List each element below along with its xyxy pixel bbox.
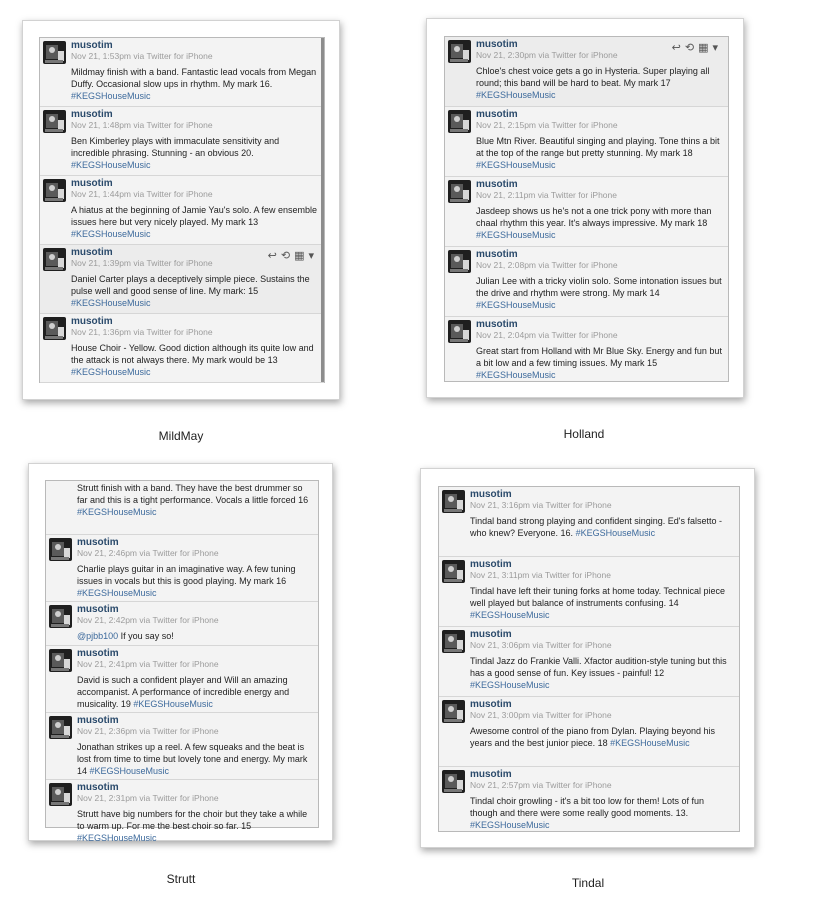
reply-icon[interactable]: ↩	[267, 250, 279, 262]
tweet-item[interactable]	[439, 487, 739, 557]
tweet-timestamp: Nov 21, 2:36pm	[77, 726, 138, 736]
panel-holland-caption: Holland	[563, 427, 605, 441]
favorite-icon[interactable]: ▦	[698, 42, 711, 54]
tweet-meta	[470, 640, 733, 650]
tweet-via: via Twitter for iPhone	[139, 793, 219, 803]
tweet-meta	[77, 659, 312, 669]
avatar[interactable]	[49, 783, 72, 806]
tweet-username[interactable]: musotim	[470, 769, 512, 780]
tweet-text	[71, 135, 318, 171]
avatar[interactable]	[43, 41, 66, 64]
avatar[interactable]	[442, 560, 465, 583]
tweet-text	[77, 741, 312, 777]
hashtag-link[interactable]: #KEGSHouseMusic	[89, 766, 170, 776]
tweet-text	[77, 674, 312, 710]
tweet-via: via Twitter for iPhone	[531, 570, 611, 580]
avatar[interactable]	[43, 179, 66, 202]
panel-tindal-card	[420, 468, 755, 848]
tweet-via: via Twitter for iPhone	[133, 258, 213, 268]
tweet-via: via Twitter for iPhone	[139, 659, 219, 669]
tweet-item[interactable]	[46, 780, 318, 847]
tweet-via: via Twitter for iPhone	[133, 189, 213, 199]
scrollbar[interactable]	[321, 38, 324, 382]
avatar[interactable]	[442, 700, 465, 723]
tweet-meta	[470, 570, 733, 580]
hashtag-link[interactable]: #KEGSHouseMusic	[71, 160, 151, 170]
avatar[interactable]	[448, 40, 471, 63]
tweet-username[interactable]: musotim	[476, 39, 518, 50]
tweet-body: A hiatus at the beginning of Jamie Yau's solo. A few ensemble issues here but very nicely played. My mark 13	[71, 205, 318, 227]
tweet-text	[77, 630, 312, 642]
tweet-text	[476, 275, 722, 311]
avatar[interactable]	[49, 605, 72, 628]
tweet-via: via Twitter for iPhone	[133, 120, 213, 130]
hashtag-link[interactable]: #KEGSHouseMusic	[575, 528, 656, 538]
tweet-username[interactable]: musotim	[470, 559, 512, 570]
panel-mildmay-caption: MildMay	[158, 429, 204, 443]
tweet-text	[476, 135, 722, 171]
tweet-timestamp: Nov 21, 2:42pm	[77, 615, 138, 625]
tweet-via: via Twitter for iPhone	[139, 548, 219, 558]
tweet-body: Mildmay finish with a band. Fantastic lead vocals from Megan Duffy. Occasional slow ups in rhythm. My mark 16.	[71, 67, 317, 89]
tweet-text	[77, 482, 312, 518]
tweet-username[interactable]: musotim	[71, 178, 113, 189]
avatar[interactable]	[43, 248, 66, 271]
tweet-meta	[470, 780, 733, 790]
tweet-username[interactable]: musotim	[77, 604, 119, 615]
tweet-via: via Twitter for iPhone	[139, 615, 219, 625]
tweet-username[interactable]: musotim	[476, 179, 518, 190]
tweet-timestamp: Nov 21, 2:15pm	[476, 120, 537, 130]
tweet-timestamp: Nov 21, 2:31pm	[77, 793, 138, 803]
retweet-icon[interactable]: ⟲	[280, 250, 293, 262]
tweet-username[interactable]: musotim	[71, 109, 113, 120]
tweet-meta	[470, 710, 733, 720]
tweet-text	[476, 205, 722, 241]
tweet-body: Blue Mtn River. Beautiful singing and playing. Tone thins a bit at the top of the range but pretty stunning. My mark 18	[476, 136, 720, 158]
tweet-username[interactable]: musotim	[476, 109, 518, 120]
avatar[interactable]	[448, 320, 471, 343]
tweet-username[interactable]: musotim	[476, 319, 518, 330]
avatar[interactable]	[448, 110, 471, 133]
hashtag-link[interactable]: #KEGSHouseMusic	[476, 300, 556, 310]
tweet-item[interactable]	[40, 38, 324, 107]
tweet-body: Daniel Carter plays a deceptively simple piece. Sustains the pulse well and good sense of line. My mark: 15	[71, 274, 310, 296]
tweet-actions	[266, 249, 316, 262]
tweet-body: Jonathan strikes up a reel. A few squeaks and the beat is lost from time to time but lovely tone and energy. My mark 14	[77, 742, 308, 776]
avatar[interactable]	[49, 538, 72, 561]
tweet-timestamp: Nov 21, 3:06pm	[470, 640, 531, 650]
tweet-timestamp: Nov 21, 3:16pm	[470, 500, 531, 510]
tweet-via: via Twitter for iPhone	[538, 260, 618, 270]
tweet-item[interactable]	[46, 713, 318, 780]
tweet-item[interactable]	[40, 107, 324, 176]
favorite-icon[interactable]: ▦	[294, 250, 307, 262]
retweet-icon[interactable]: ⟲	[684, 42, 697, 54]
tweet-text	[71, 204, 318, 240]
tweet-via: via Twitter for iPhone	[537, 190, 617, 200]
tweet-timestamp: Nov 21, 1:44pm	[71, 189, 132, 199]
hashtag-link[interactable]: #KEGSHouseMusic	[77, 507, 157, 517]
panel-strutt-caption: Strutt	[166, 872, 196, 886]
reply-icon[interactable]: ↩	[671, 42, 683, 54]
panel-holland-card	[426, 18, 744, 398]
tweet-meta	[71, 51, 318, 61]
tweet-meta	[476, 330, 722, 340]
tweet-meta	[476, 190, 722, 200]
tweet-via: via Twitter for iPhone	[133, 51, 213, 61]
tweet-body: Chloe's chest voice gets a go in Hysteria. Super playing all round; this band will be hard to beat. My mark 17	[476, 66, 710, 88]
tweet-timestamp: Nov 21, 2:08pm	[476, 260, 537, 270]
tweet-via: via Twitter for iPhone	[532, 500, 612, 510]
tweet-item[interactable]	[46, 602, 318, 646]
tweet-username[interactable]: musotim	[470, 489, 512, 500]
tweet-username[interactable]: musotim	[470, 629, 512, 640]
tweet-body: House Choir - Yellow. Good diction although its quite low and the attack is not always there. My mark would be 13	[71, 343, 314, 365]
tweet-body: Tindal band strong playing and confident singing. Ed's falsetto - who knew? Everyone. 16.	[470, 516, 723, 538]
avatar[interactable]	[448, 250, 471, 273]
tweet-via: via Twitter for iPhone	[133, 327, 213, 337]
panel-holland-timeline[interactable]	[444, 36, 729, 382]
tweet-username[interactable]: musotim	[71, 316, 113, 327]
hashtag-link[interactable]: #KEGSHouseMusic	[77, 588, 157, 598]
tweet-item[interactable]	[46, 646, 318, 713]
avatar[interactable]	[442, 770, 465, 793]
hashtag-link[interactable]: #KEGSHouseMusic	[133, 699, 213, 709]
tweet-body: Charlie plays guitar in an imaginative way. A few tuning issues in vocals but this is good playing. My mark 16	[77, 564, 296, 586]
tweet-meta	[77, 548, 312, 558]
tweet-item[interactable]	[40, 176, 324, 245]
tweet-username[interactable]: musotim	[77, 715, 119, 726]
hashtag-link[interactable]: #KEGSHouseMusic	[476, 230, 556, 240]
tweet-meta	[71, 120, 318, 130]
tweet-username[interactable]: musotim	[77, 648, 119, 659]
tweet-item[interactable]	[445, 107, 728, 177]
tweet-username[interactable]: musotim	[71, 247, 113, 258]
tweet-timestamp: Nov 21, 3:11pm	[470, 570, 530, 580]
tweet-username[interactable]: musotim	[470, 699, 512, 710]
tweet-meta	[71, 327, 318, 337]
hashtag-link[interactable]: #KEGSHouseMusic	[476, 90, 556, 100]
tweet-text	[71, 273, 318, 309]
tweet-item[interactable]	[445, 317, 728, 387]
avatar[interactable]	[43, 317, 66, 340]
tweet-username[interactable]: musotim	[77, 537, 119, 548]
tweet-item[interactable]	[46, 481, 318, 535]
tweet-timestamp: Nov 21, 2:46pm	[77, 548, 138, 558]
hashtag-link[interactable]: #KEGSHouseMusic	[610, 738, 690, 748]
avatar[interactable]	[43, 110, 66, 133]
tweet-body: Great start from Holland with Mr Blue Sky. Energy and fun but a bit low and a few timing issues. My mark 15	[476, 346, 722, 368]
hashtag-link[interactable]: #KEGSHouseMusic	[71, 229, 151, 239]
tweet-body: Ben Kimberley plays with immaculate sensitivity and incredible phrasing. Stunning - an obvious 20.	[71, 136, 280, 158]
tweet-via: via Twitter for iPhone	[532, 640, 612, 650]
hashtag-link[interactable]: #KEGSHouseMusic	[470, 610, 550, 620]
tweet-username[interactable]: musotim	[71, 40, 113, 51]
panel-strutt-timeline[interactable]	[45, 480, 319, 843]
tweet-text	[77, 808, 312, 844]
tweet-timestamp: Nov 21, 1:48pm	[71, 120, 132, 130]
tweet-body: Strutt finish with a band. They have the best drummer so far and this is a tight performance. Vocals a little forced 16	[77, 483, 309, 505]
tweet-via: via Twitter for iPhone	[538, 50, 618, 60]
tweet-body: David is such a confident player and Will an amazing accompanist. A performance of incredible energy and musicality. 19	[77, 675, 290, 709]
hashtag-link[interactable]: #KEGSHouseMusic	[476, 160, 556, 170]
tweet-item[interactable]	[445, 247, 728, 317]
tweet-timestamp: Nov 21, 1:39pm	[71, 258, 132, 268]
tweet-text	[470, 585, 733, 621]
avatar[interactable]	[49, 649, 72, 672]
tweet-timestamp: Nov 21, 2:57pm	[470, 780, 531, 790]
avatar[interactable]	[442, 630, 465, 653]
tweet-timestamp: Nov 21, 2:41pm	[77, 659, 138, 669]
panel-mildmay-card	[22, 20, 340, 400]
tweet-body: Tindal have left their tuning forks at home today. Technical piece well played but balance of instruments confusing. 14	[470, 586, 725, 608]
tweet-via: via Twitter for iPhone	[538, 120, 618, 130]
tweet-body: Awesome control of the piano from Dylan. Playing beyond his years and the best junior piece. 18	[470, 726, 715, 748]
hashtag-link[interactable]: #KEGSHouseMusic	[476, 370, 556, 380]
tweet-timestamp: Nov 21, 2:04pm	[476, 330, 537, 340]
tweet-body: Strutt have big numbers for the choir but they take a while to warm up. For me the best choir so far. 15	[77, 809, 308, 831]
tweet-timestamp: Nov 21, 2:11pm	[476, 190, 536, 200]
tweet-body: Tindal choir growling - it's a bit too low for them! Lots of fun though and there were some really good moments. 13.	[470, 796, 704, 818]
hashtag-link[interactable]: #KEGSHouseMusic	[77, 833, 157, 843]
tweet-item[interactable]	[40, 245, 324, 314]
tweet-item[interactable]	[40, 314, 324, 383]
tweet-text	[71, 342, 318, 378]
tweet-timestamp: Nov 21, 1:36pm	[71, 327, 132, 337]
tweet-text	[470, 795, 733, 831]
panel-tindal-caption: Tindal	[571, 876, 605, 890]
tweet-item[interactable]	[445, 37, 728, 107]
tweet-body: Julian Lee with a tricky violin solo. Some intonation issues but the drive and rhythm were strong. My mark 14	[476, 276, 722, 298]
hashtag-link[interactable]: #KEGSHouseMusic	[71, 91, 151, 101]
avatar[interactable]	[448, 180, 471, 203]
tweet-text	[71, 66, 318, 102]
mention-link[interactable]: @pjbb100	[77, 631, 119, 641]
tweet-text	[476, 65, 722, 101]
tweet-body: Tindal Jazz do Frankie Valli. Xfactor audition-style tuning but this has a good sense of fun. Key issues - painful! 12	[470, 656, 727, 678]
tweet-timestamp: Nov 21, 1:53pm	[71, 51, 132, 61]
tweet-meta	[476, 120, 722, 130]
tweet-item[interactable]	[445, 177, 728, 247]
tweet-timestamp: Nov 21, 3:00pm	[470, 710, 531, 720]
tweet-item[interactable]	[439, 767, 739, 837]
hashtag-link[interactable]: #KEGSHouseMusic	[470, 680, 550, 690]
hashtag-link[interactable]: #KEGSHouseMusic	[71, 298, 151, 308]
tweet-meta	[77, 793, 312, 803]
tweet-meta	[476, 260, 722, 270]
hashtag-link[interactable]: #KEGSHouseMusic	[71, 367, 151, 377]
tweet-meta	[77, 615, 312, 625]
tweet-actions	[670, 41, 720, 54]
more-chevron-icon[interactable]: ▾	[308, 250, 316, 262]
tweet-via: via Twitter for iPhone	[532, 710, 612, 720]
tweet-item[interactable]	[439, 557, 739, 627]
tweet-text	[77, 563, 312, 599]
tweet-body: If you say so!	[118, 631, 174, 641]
hashtag-link[interactable]: #KEGSHouseMusic	[470, 820, 550, 830]
avatar[interactable]	[49, 716, 72, 739]
tweet-meta	[77, 726, 312, 736]
tweet-meta	[71, 189, 318, 199]
tweet-body: Jasdeep shows us he's not a one trick pony with more than chaal rhythm this year. It's always impressive. My mark 18	[476, 206, 712, 228]
tweet-username[interactable]: musotim	[77, 782, 119, 793]
tweet-item[interactable]	[46, 535, 318, 602]
tweet-via: via Twitter for iPhone	[538, 330, 618, 340]
more-chevron-icon[interactable]: ▾	[712, 42, 720, 54]
tweet-text	[470, 655, 733, 691]
tweet-meta	[470, 500, 733, 510]
tweet-item[interactable]	[439, 697, 739, 767]
panel-tindal-timeline[interactable]	[438, 486, 740, 832]
tweet-via: via Twitter for iPhone	[139, 726, 219, 736]
tweet-item[interactable]	[439, 627, 739, 697]
tweet-username[interactable]: musotim	[476, 249, 518, 260]
tweet-text	[470, 725, 733, 749]
avatar[interactable]	[442, 490, 465, 513]
tweet-text	[476, 345, 722, 381]
panel-mildmay-timeline[interactable]	[39, 37, 325, 383]
tweet-via: via Twitter for iPhone	[532, 780, 612, 790]
panel-strutt-card	[28, 463, 333, 841]
tweet-text	[470, 515, 733, 539]
tweet-timestamp: Nov 21, 2:30pm	[476, 50, 537, 60]
